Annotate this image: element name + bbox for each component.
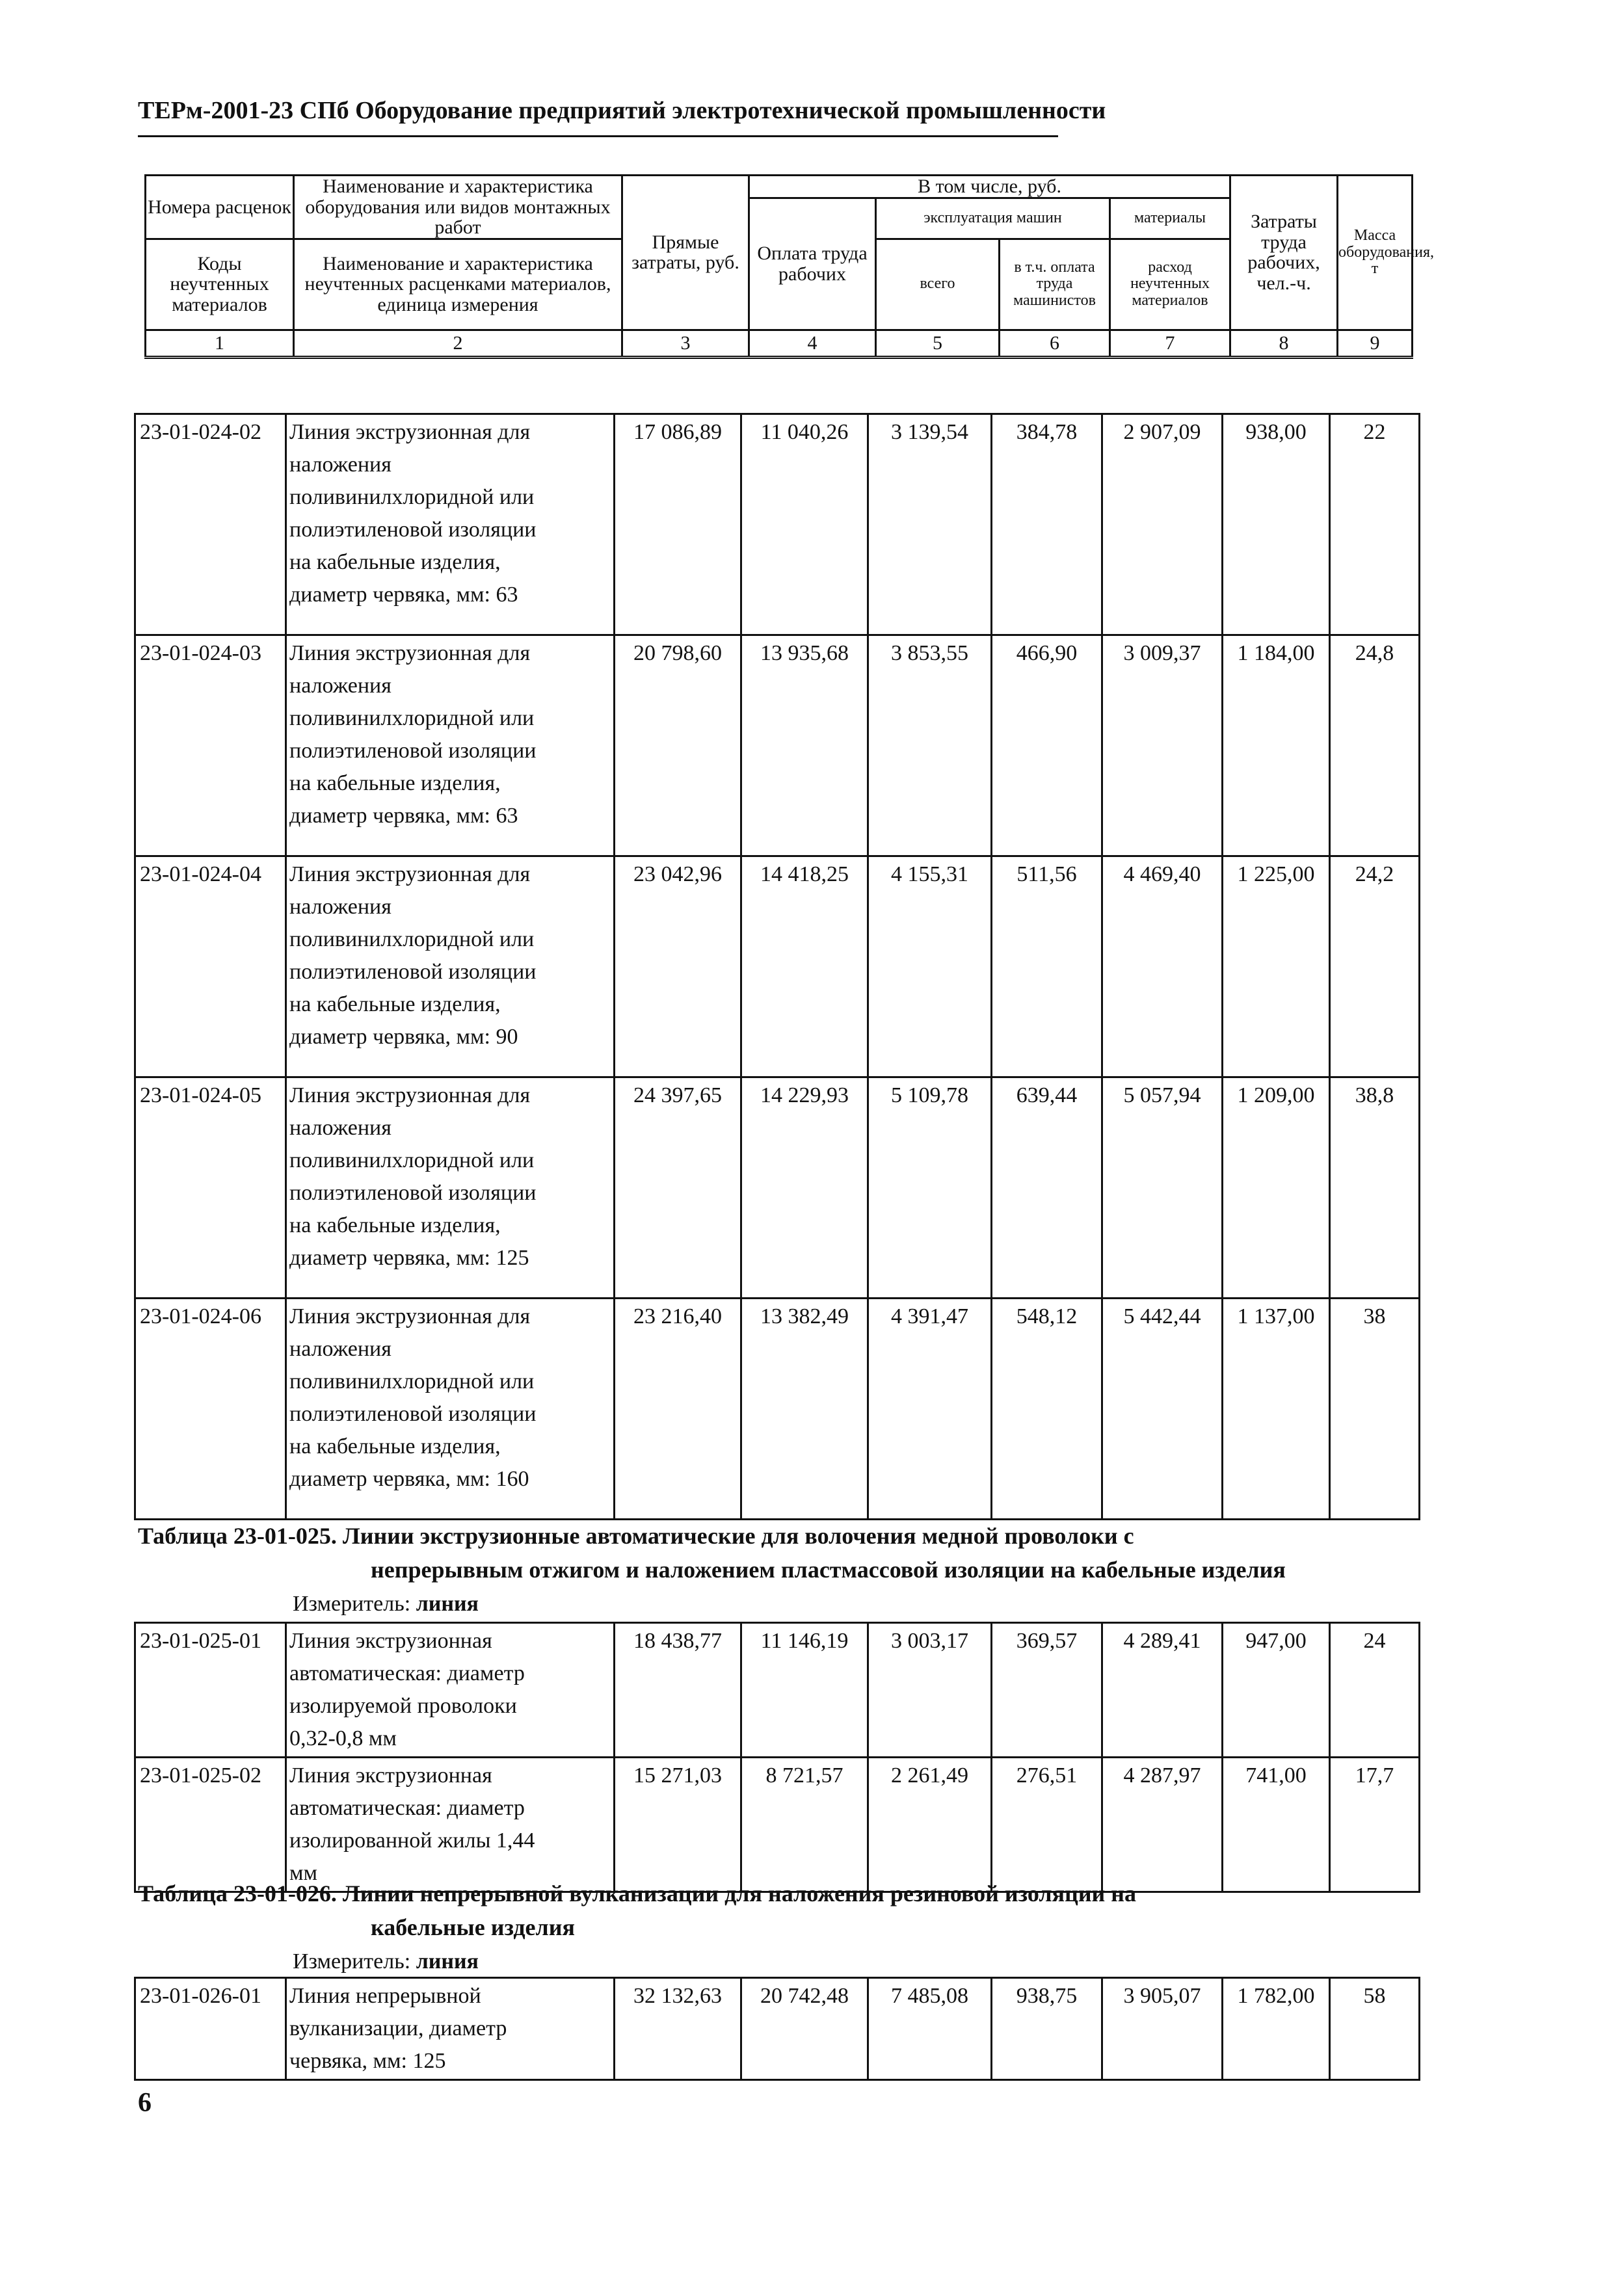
description-line: наложения	[289, 1337, 392, 1361]
labor-hours: 938,00	[1223, 414, 1330, 635]
machines-total: 7 485,08	[868, 1978, 992, 2080]
header-including: В том числе, руб.	[749, 176, 1230, 198]
rate-description	[286, 1299, 615, 1520]
col-number: 7	[1110, 330, 1230, 357]
workers-pay: 13 382,49	[741, 1299, 868, 1520]
rate-description	[286, 856, 615, 1077]
meter-label: Измеритель:	[293, 1592, 416, 1616]
header-unaccounted-codes: Коды неучтенных материалов	[146, 239, 294, 330]
col-number: 5	[876, 330, 1000, 357]
rate-code: 23-01-024-06	[135, 1299, 286, 1520]
description-line: на кабельные изделия,	[289, 550, 501, 574]
equipment-mass: 38,8	[1330, 1077, 1420, 1299]
table-026-meter	[293, 1949, 479, 1974]
description-line: Линия экструзионная для	[289, 1304, 531, 1328]
table-025-caption-line1: Таблица 23-01-025. Линии экструзионные автоматические для волочения медной проволоки с	[138, 1523, 1134, 1549]
table-row	[135, 856, 1420, 1077]
description-line: полиэтиленовой изоляции	[289, 960, 537, 984]
labor-hours: 1 225,00	[1223, 856, 1330, 1077]
rate-code: 23-01-025-02	[135, 1758, 286, 1892]
machinists-pay: 466,90	[992, 635, 1102, 856]
table-row	[135, 1299, 1420, 1520]
description-line: наложения	[289, 453, 392, 477]
page-header: ТЕРм-2001-23 СПб Оборудование предприятий электротехнической промышленности	[138, 97, 1106, 124]
column-header-table	[144, 174, 1435, 359]
header-direct-costs: Прямые затраты, руб.	[622, 176, 749, 330]
col-number: 1	[146, 330, 294, 357]
table-026-caption-line2: кабельные изделия	[371, 1914, 575, 1940]
header-materials-consumption: расход неучтенных материалов	[1110, 239, 1230, 330]
meter-value: линия	[416, 1592, 479, 1616]
rate-code: 23-01-024-04	[135, 856, 286, 1077]
materials-consumption: 2 907,09	[1102, 414, 1223, 635]
description-line: полиэтиленовой изоляции	[289, 518, 537, 542]
table-row	[135, 1758, 1420, 1892]
workers-pay: 11 146,19	[741, 1623, 868, 1758]
description-line: Линия экструзионная	[289, 1763, 492, 1788]
description-line: Линия экструзионная для	[289, 862, 531, 886]
rates-table-025	[134, 1622, 1420, 1893]
materials-consumption: 4 469,40	[1102, 856, 1223, 1077]
col-number: 4	[749, 330, 876, 357]
direct-costs: 23 042,96	[615, 856, 741, 1077]
workers-pay: 11 040,26	[741, 414, 868, 635]
machines-total: 3 003,17	[868, 1623, 992, 1758]
workers-pay: 13 935,68	[741, 635, 868, 856]
description-line: Линия непрерывной	[289, 1984, 481, 2008]
labor-hours: 1 137,00	[1223, 1299, 1330, 1520]
meter-label: Измеритель:	[293, 1949, 416, 1973]
rates-table-024	[134, 413, 1420, 1520]
machines-total: 3 853,55	[868, 635, 992, 856]
description-line: полиэтиленовой изоляции	[289, 739, 537, 763]
header-work-name: Наименование и характеристика оборудования или видов монтажных работ	[294, 176, 622, 239]
header-machines-total: всего	[876, 239, 1000, 330]
machines-total: 3 139,54	[868, 414, 992, 635]
equipment-mass: 38	[1330, 1299, 1420, 1520]
description-line: Линия экструзионная для	[289, 641, 531, 665]
description-line: наложения	[289, 1116, 392, 1140]
description-line: диаметр червяка, мм: 90	[289, 1025, 518, 1049]
table-row	[135, 635, 1420, 856]
equipment-mass: 17,7	[1330, 1758, 1420, 1892]
description-line: изолируемой проволоки	[289, 1694, 517, 1718]
direct-costs: 23 216,40	[615, 1299, 741, 1520]
description-line: Линия экструзионная для	[289, 1083, 531, 1107]
rate-code: 23-01-026-01	[135, 1978, 286, 2080]
description-line: поливинилхлоридной или	[289, 485, 535, 509]
materials-consumption: 5 442,44	[1102, 1299, 1223, 1520]
workers-pay: 14 418,25	[741, 856, 868, 1077]
header-labor-hours: Затраты труда рабочих, чел.-ч.	[1230, 176, 1338, 330]
rate-description	[286, 414, 615, 635]
rate-code: 23-01-024-03	[135, 635, 286, 856]
col-number: 2	[294, 330, 622, 357]
direct-costs: 15 271,03	[615, 1758, 741, 1892]
direct-costs: 32 132,63	[615, 1978, 741, 2080]
table-025-caption-line2: непрерывным отжигом и наложением пластмассовой изоляции на кабельные изделия	[371, 1557, 1286, 1583]
col-number: 8	[1230, 330, 1338, 357]
labor-hours: 1 209,00	[1223, 1077, 1330, 1299]
rate-description	[286, 1077, 615, 1299]
rate-description	[286, 1623, 615, 1758]
description-line: Линия экструзионная для	[289, 420, 531, 444]
materials-consumption: 4 289,41	[1102, 1623, 1223, 1758]
labor-hours: 1 184,00	[1223, 635, 1330, 856]
machines-total: 4 391,47	[868, 1299, 992, 1520]
equipment-mass: 22	[1330, 414, 1420, 635]
machines-total: 2 261,49	[868, 1758, 992, 1892]
equipment-mass: 58	[1330, 1978, 1420, 2080]
description-line: поливинилхлоридной или	[289, 1148, 535, 1172]
labor-hours: 1 782,00	[1223, 1978, 1330, 2080]
description-line: мм	[289, 1861, 318, 1885]
description-line: диаметр червяка, мм: 63	[289, 804, 518, 828]
table-row	[135, 414, 1420, 635]
workers-pay: 20 742,48	[741, 1978, 868, 2080]
equipment-mass: 24	[1330, 1623, 1420, 1758]
description-line: поливинилхлоридной или	[289, 706, 535, 730]
materials-consumption: 3 905,07	[1102, 1978, 1223, 2080]
page-number: 6	[138, 2088, 152, 2118]
header-unaccounted-name: Наименование и характеристика неучтенных расценками материалов, единица измерения	[294, 239, 622, 330]
header-equipment-mass: Масса оборудования, т	[1338, 176, 1413, 330]
rate-description	[286, 1978, 615, 2080]
table-025-meter	[293, 1592, 479, 1616]
description-line: вулканизации, диаметр	[289, 2016, 507, 2040]
description-line: на кабельные изделия,	[289, 1213, 501, 1237]
table-row	[135, 1978, 1420, 2080]
header-machinists-pay: в т.ч. оплата труда машинистов	[1000, 239, 1110, 330]
direct-costs: 18 438,77	[615, 1623, 741, 1758]
description-line: на кабельные изделия,	[289, 771, 501, 795]
direct-costs: 24 397,65	[615, 1077, 741, 1299]
machines-total: 4 155,31	[868, 856, 992, 1077]
description-line: полиэтиленовой изоляции	[289, 1181, 537, 1205]
materials-consumption: 4 287,97	[1102, 1758, 1223, 1892]
description-line: Линия экструзионная	[289, 1629, 492, 1653]
description-line: червяка, мм: 125	[289, 2049, 446, 2073]
machinists-pay: 384,78	[992, 414, 1102, 635]
description-line: автоматическая: диаметр	[289, 1661, 525, 1685]
header-workers-pay: Оплата труда рабочих	[749, 198, 876, 330]
meter-value: линия	[416, 1949, 479, 1973]
table-026-caption-line1: Таблица 23-01-026. Линии непрерывной вулканизации для наложения резиновой изоляции на	[138, 1880, 1137, 1907]
description-line: наложения	[289, 674, 392, 698]
description-line: на кабельные изделия,	[289, 1434, 501, 1458]
workers-pay: 14 229,93	[741, 1077, 868, 1299]
description-line: 0,32-0,8 мм	[289, 1726, 397, 1750]
workers-pay: 8 721,57	[741, 1758, 868, 1892]
rates-table-026	[134, 1977, 1420, 2081]
machines-total: 5 109,78	[868, 1077, 992, 1299]
rate-code: 23-01-024-05	[135, 1077, 286, 1299]
col-number: 3	[622, 330, 749, 357]
description-line: полиэтиленовой изоляции	[289, 1402, 537, 1426]
equipment-mass: 24,2	[1330, 856, 1420, 1077]
description-line: автоматическая: диаметр	[289, 1796, 525, 1820]
header-rate-number: Номера расценок	[146, 176, 294, 239]
labor-hours: 947,00	[1223, 1623, 1330, 1758]
header-machine-operation: эксплуатация машин	[876, 198, 1110, 239]
machinists-pay: 548,12	[992, 1299, 1102, 1520]
table-row	[135, 1077, 1420, 1299]
rate-code: 23-01-025-01	[135, 1623, 286, 1758]
description-line: изолированной жилы 1,44	[289, 1828, 535, 1853]
materials-consumption: 5 057,94	[1102, 1077, 1223, 1299]
labor-hours: 741,00	[1223, 1758, 1330, 1892]
rate-description	[286, 635, 615, 856]
machinists-pay: 276,51	[992, 1758, 1102, 1892]
machinists-pay: 511,56	[992, 856, 1102, 1077]
description-line: поливинилхлоридной или	[289, 927, 535, 951]
col-number: 9	[1338, 330, 1413, 357]
direct-costs: 20 798,60	[615, 635, 741, 856]
description-line: диаметр червяка, мм: 63	[289, 583, 518, 607]
materials-consumption: 3 009,37	[1102, 635, 1223, 856]
description-line: поливинилхлоридной или	[289, 1369, 535, 1393]
description-line: диаметр червяка, мм: 125	[289, 1246, 529, 1270]
col-number: 6	[1000, 330, 1110, 357]
description-line: на кабельные изделия,	[289, 992, 501, 1016]
equipment-mass: 24,8	[1330, 635, 1420, 856]
direct-costs: 17 086,89	[615, 414, 741, 635]
rate-description	[286, 1758, 615, 1892]
header-materials: материалы	[1110, 198, 1230, 239]
header-rule	[138, 135, 1058, 137]
table-row	[135, 1623, 1420, 1758]
machinists-pay: 639,44	[992, 1077, 1102, 1299]
description-line: наложения	[289, 895, 392, 919]
rate-code: 23-01-024-02	[135, 414, 286, 635]
machinists-pay: 369,57	[992, 1623, 1102, 1758]
machinists-pay: 938,75	[992, 1978, 1102, 2080]
description-line: диаметр червяка, мм: 160	[289, 1467, 529, 1491]
